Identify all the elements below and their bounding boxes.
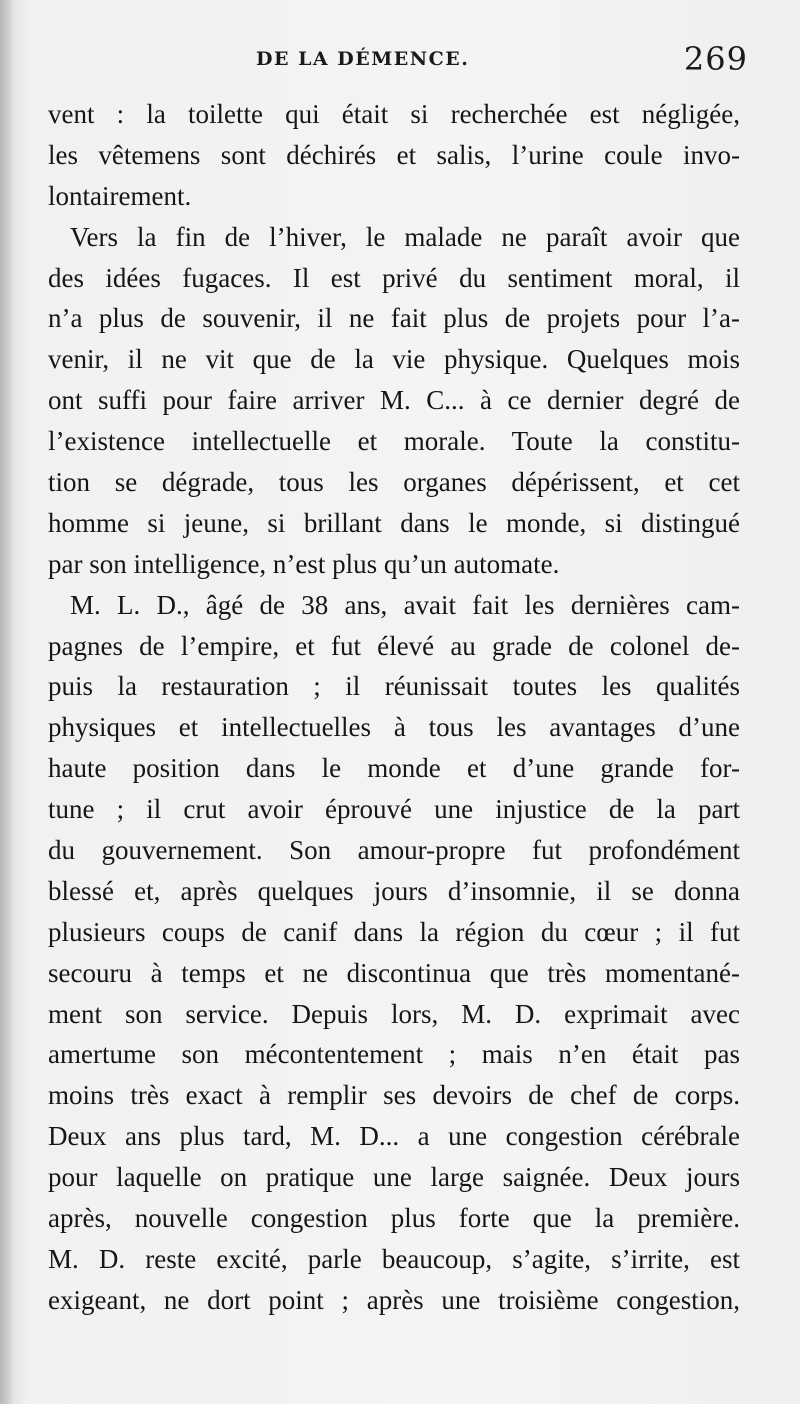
text-line: pour laquelle on pratique une large saignée. Deux jours (48, 1162, 740, 1193)
text-line: du gouvernement. Son amour-propre fut profondément (48, 835, 740, 866)
text-line: amertume son mécontentement ; mais n’en était pas (48, 1039, 740, 1070)
text-line: exigeant, ne dort point ; après une troisième congestion, (48, 1284, 740, 1315)
text-line: haute position dans le monde et d’une grande for- (48, 753, 740, 784)
text-line: physiques et intellectuelles à tous les avantages d’une (48, 712, 740, 743)
paragraph-first-line: Vers la fin de l’hiver, le malade ne paraît avoir que (70, 221, 740, 252)
text-line: l’existence intellectuelle et morale. Toute la constitu- (48, 426, 740, 457)
running-title: DE LA DÉMENCE. (256, 48, 470, 70)
text-line: plusieurs coups de canif dans la région du cœur ; il fut (48, 916, 740, 947)
text-line: tune ; il crut avoir éprouvé une injustice de la part (48, 794, 740, 825)
text-line: tion se dégrade, tous les organes dépérissent, et cet (48, 467, 740, 498)
text-line: ont suffi pour faire arriver M. C... à ce dernier degré de (48, 385, 740, 416)
text-line: n’a plus de souvenir, il ne fait plus de projets pour l’a- (48, 303, 740, 334)
text-line: lontairement. (48, 180, 192, 211)
text-line: M. D. reste excité, parle beaucoup, s’agite, s’irrite, est (48, 1243, 740, 1274)
text-line: par son intelligence, n’est plus qu’un automate. (48, 548, 560, 579)
text-line: secouru à temps et ne discontinua que très momentané- (48, 957, 740, 988)
running-header (48, 38, 748, 82)
text-line: pagnes de l’empire, et fut élevé au grade de colonel de- (48, 630, 740, 661)
text-line: après, nouvelle congestion plus forte que la première. (48, 1203, 740, 1234)
text-line: Deux ans plus tard, M. D... a une congestion cérébrale (48, 1121, 740, 1152)
text-line: homme si jeune, si brillant dans le monde, si distingué (48, 507, 740, 538)
text-line: venir, il ne vit que de la vie physique. Quelques mois (48, 344, 740, 375)
text-line: moins très exact à remplir ses devoirs de chef de corps. (48, 1080, 740, 1111)
paragraph-first-line: M. L. D., âgé de 38 ans, avait fait les dernières cam- (70, 589, 740, 620)
text-line: des idées fugaces. Il est privé du sentiment moral, il (48, 262, 740, 293)
text-line: les vêtemens sont déchirés et salis, l’urine coule invo- (48, 139, 740, 170)
text-line: blessé et, après quelques jours d’insomnie, il se donna (48, 875, 740, 906)
text-line: ment son service. Depuis lors, M. D. exprimait avec (48, 998, 740, 1029)
text-line: vent : la toilette qui était si recherchée est négligée, (48, 99, 740, 129)
page-number: 269 (683, 40, 748, 78)
body-text (48, 94, 740, 1321)
text-line: puis la restauration ; il réunissait toutes les qualités (48, 671, 740, 702)
page-gutter-shadow (0, 0, 14, 1404)
